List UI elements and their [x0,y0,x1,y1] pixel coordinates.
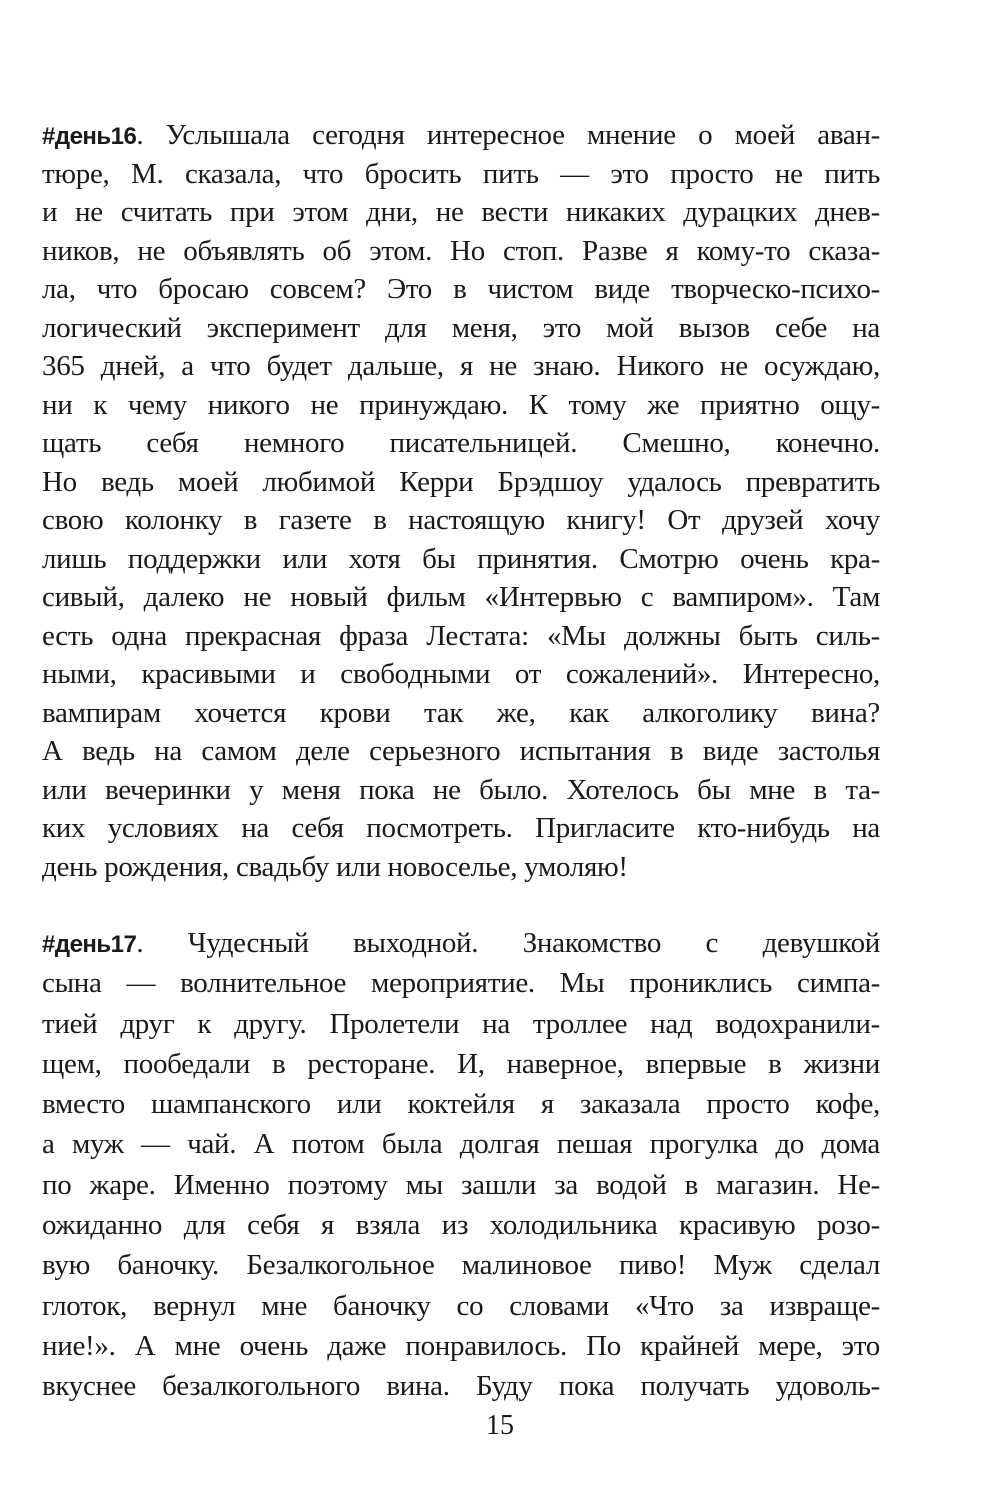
text-line: глоток, вернул мне баночку со словами «Что за извраще- [42,1289,880,1322]
text-line: вместо шампанского или коктейля я заказала просто кофе, [42,1088,880,1121]
text-line: ких условиях на себя посмотреть. Пригласите кто-нибудь на [42,812,880,844]
text-line: #день16. Услышала сегодня интересное мнение о моей аван- [42,119,880,151]
text-line: ни к чему никого не принуждаю. К тому же приятно ощу- [42,388,880,421]
text-line: #день17. Чудесный выходной. Знакомство с девушкой [42,927,880,959]
text-line: сивый, далеко не новый фильм «Интервью с вампиром». Там [42,581,880,613]
text-line: ожиданно для себя я взяла из холодильника красивую розо- [42,1209,880,1242]
text-line: и не считать при этом дни, не вести никаких дурацких днев- [42,196,880,228]
text-line: ние!». А мне очень даже понравилось. По крайней мере, это [42,1329,880,1362]
entry-day-16 [42,116,880,886]
text-line: вую баночку. Безалкогольное малиновое пиво! Муж сделал [42,1249,880,1282]
day-tag: #день17 [42,931,137,958]
text-line: логический эксперимент для меня, это мой вызов себе на [42,311,880,344]
text-line: или вечеринки у меня пока не было. Хотелось бы мне в та- [42,773,880,806]
entry-day-17 [42,923,880,1407]
text-line: по жаре. Именно поэтому мы зашли за водой в магазин. Не- [42,1168,880,1201]
text-line: ными, красивыми и свободными от сожалений». Интересно, [42,658,880,690]
text-line: Но ведь моей любимой Керри Брэдшоу удалось превратить [42,465,880,498]
text-line: ла, что бросаю совсем? Это в чистом виде творческо-психо- [42,273,880,305]
text-line: а муж — чай. А потом была долгая пешая прогулка до дома [42,1128,880,1161]
text-line: лишь поддержки или хотя бы принятия. Смотрю очень кра- [42,542,880,575]
day-tag: #день16 [42,123,137,150]
text-line: вампирам хочется крови так же, как алкоголику вина? [42,696,880,729]
text-line: есть одна прекрасная фраза Лестата: «Мы должны быть силь- [42,619,880,652]
text-line: день рождения, свадьбу или новоселье, умоляю! [42,850,628,883]
text-line: тией друг к другу. Пролетели на троллее над водохранили- [42,1007,880,1040]
text-line: свою колонку в газете в настоящую книгу! От друзей хочу [42,504,880,536]
text-line: тюре, М. сказала, что бросить пить — это просто не пить [42,157,880,190]
text-line: ников, не объявлять об этом. Но стоп. Разве я кому-то сказа- [42,234,880,267]
text-line: щем, пообедали в ресторане. И, наверное, впервые в жизни [42,1047,880,1080]
text-line: сына — волнительное мероприятие. Мы прониклись симпа- [42,967,880,1000]
text-line: вкуснее безалкогольного вина. Буду пока получать удоволь- [42,1370,880,1403]
text-line: щать себя немного писательницей. Смешно, конечно. [42,427,880,459]
text-line: 365 дней, а что будет дальше, я не знаю. Никого не осуждаю, [42,350,880,382]
page-number: 15 [486,1410,514,1441]
text-line: А ведь на самом деле серьезного испытания в виде застолья [42,735,880,767]
